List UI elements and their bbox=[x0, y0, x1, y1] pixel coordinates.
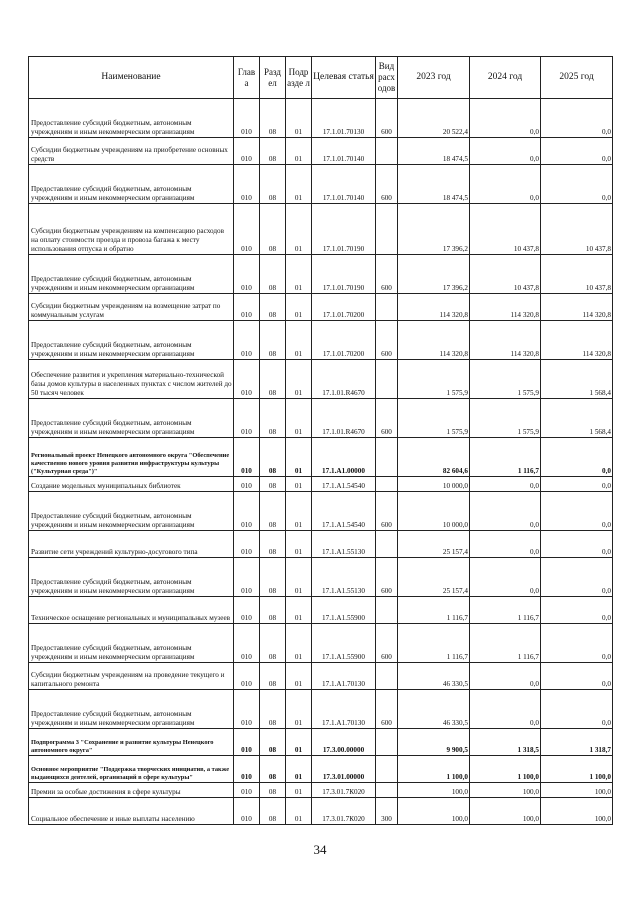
header-vid: Вид расх одов bbox=[376, 57, 398, 99]
row-podrazdel: 01 bbox=[286, 204, 312, 255]
table-row bbox=[29, 321, 613, 360]
row-vid bbox=[376, 597, 398, 624]
row-vid: 300 bbox=[376, 798, 398, 825]
header-podrazdel: Подр азде л bbox=[286, 57, 312, 99]
row-2023: 1 116,7 bbox=[398, 597, 470, 624]
row-name: Подпрограмма 3 "Сохранение и развитие культуры Ненецкого автономного округа" bbox=[29, 729, 234, 756]
row-glava: 010 bbox=[234, 756, 260, 783]
budget-table bbox=[28, 56, 613, 825]
row-podrazdel: 01 bbox=[286, 798, 312, 825]
row-target: 17.1.01.70190 bbox=[312, 255, 376, 294]
row-razdel: 08 bbox=[260, 729, 286, 756]
row-2024: 114 320,8 bbox=[470, 321, 541, 360]
row-2023: 100,0 bbox=[398, 783, 470, 798]
row-2024: 114 320,8 bbox=[470, 294, 541, 321]
row-razdel: 08 bbox=[260, 477, 286, 492]
row-2023: 1 100,0 bbox=[398, 756, 470, 783]
row-2025: 0,0 bbox=[541, 99, 613, 138]
row-2023: 25 157,4 bbox=[398, 531, 470, 558]
row-target: 17.1.A1.70130 bbox=[312, 663, 376, 690]
table-row bbox=[29, 438, 613, 477]
row-2024: 0,0 bbox=[470, 663, 541, 690]
row-vid: 600 bbox=[376, 99, 398, 138]
row-podrazdel: 01 bbox=[286, 438, 312, 477]
row-name: Обеспечение развития и укрепления материально-технической базы домов культуры в населенных пунктах с числом жителей до 50 тысяч человек bbox=[29, 360, 234, 399]
table-row bbox=[29, 99, 613, 138]
row-2024: 0,0 bbox=[470, 138, 541, 165]
row-name: Предоставление субсидий бюджетным, автономным учреждениям и иным некоммерческим организациям bbox=[29, 624, 234, 663]
row-2023: 10 000,0 bbox=[398, 477, 470, 492]
table-row bbox=[29, 558, 613, 597]
row-razdel: 08 bbox=[260, 438, 286, 477]
row-2024: 0,0 bbox=[470, 165, 541, 204]
row-glava: 010 bbox=[234, 531, 260, 558]
row-2024: 1 318,5 bbox=[470, 729, 541, 756]
header-target: Целевая статья bbox=[312, 57, 376, 99]
row-glava: 010 bbox=[234, 783, 260, 798]
row-podrazdel: 01 bbox=[286, 360, 312, 399]
row-2025: 100,0 bbox=[541, 783, 613, 798]
row-glava: 010 bbox=[234, 138, 260, 165]
table-row bbox=[29, 531, 613, 558]
row-2025: 0,0 bbox=[541, 624, 613, 663]
row-target: 17.1.A1.54540 bbox=[312, 477, 376, 492]
row-glava: 010 bbox=[234, 165, 260, 204]
row-podrazdel: 01 bbox=[286, 138, 312, 165]
table-row bbox=[29, 624, 613, 663]
row-2025: 114 320,8 bbox=[541, 321, 613, 360]
page-number: 34 bbox=[313, 842, 327, 857]
row-name: Предоставление субсидий бюджетным, автономным учреждениям и иным некоммерческим организациям bbox=[29, 492, 234, 531]
row-target: 17.3.01.7К020 bbox=[312, 783, 376, 798]
row-2024: 1 116,7 bbox=[470, 597, 541, 624]
row-name: Субсидии бюджетным учреждениям на приобретение основных средств bbox=[29, 138, 234, 165]
row-podrazdel: 01 bbox=[286, 492, 312, 531]
row-2024: 10 437,8 bbox=[470, 255, 541, 294]
row-razdel: 08 bbox=[260, 756, 286, 783]
row-razdel: 08 bbox=[260, 321, 286, 360]
table-row bbox=[29, 399, 613, 438]
header-name: Наименование bbox=[29, 57, 234, 99]
row-2025: 1 318,7 bbox=[541, 729, 613, 756]
row-target: 17.1.A1.55130 bbox=[312, 531, 376, 558]
row-2023: 114 320,8 bbox=[398, 294, 470, 321]
row-target: 17.1.01.70130 bbox=[312, 99, 376, 138]
row-razdel: 08 bbox=[260, 99, 286, 138]
row-2024: 1 100,0 bbox=[470, 756, 541, 783]
row-vid bbox=[376, 477, 398, 492]
row-vid bbox=[376, 294, 398, 321]
row-razdel: 08 bbox=[260, 597, 286, 624]
row-glava: 010 bbox=[234, 492, 260, 531]
row-name: Техническое оснащение региональных и муниципальных музеев bbox=[29, 597, 234, 624]
row-2023: 1 575,9 bbox=[398, 399, 470, 438]
row-vid bbox=[376, 531, 398, 558]
row-podrazdel: 01 bbox=[286, 558, 312, 597]
row-target: 17.1.01.70200 bbox=[312, 294, 376, 321]
row-vid bbox=[376, 729, 398, 756]
row-name: Премии за особые достижения в сфере культуры bbox=[29, 783, 234, 798]
row-razdel: 08 bbox=[260, 492, 286, 531]
row-2025: 1 100,0 bbox=[541, 756, 613, 783]
row-razdel: 08 bbox=[260, 558, 286, 597]
row-name: Региональный проект Ненецкого автономного округа "Обеспечение качественно нового уровня развития инфраструктуры культуры ("Культурная среда")" bbox=[29, 438, 234, 477]
row-2023: 1 116,7 bbox=[398, 624, 470, 663]
row-2025: 10 437,8 bbox=[541, 204, 613, 255]
row-2025: 100,0 bbox=[541, 798, 613, 825]
row-2025: 0,0 bbox=[541, 138, 613, 165]
row-name: Развитие сети учреждений культурно-досугового типа bbox=[29, 531, 234, 558]
row-2023: 46 330,5 bbox=[398, 663, 470, 690]
row-vid bbox=[376, 783, 398, 798]
row-razdel: 08 bbox=[260, 360, 286, 399]
row-glava: 010 bbox=[234, 255, 260, 294]
row-2025: 0,0 bbox=[541, 438, 613, 477]
row-target: 17.1.A1.55130 bbox=[312, 558, 376, 597]
row-target: 17.1.A1.55900 bbox=[312, 597, 376, 624]
row-target: 17.1.A1.55900 bbox=[312, 624, 376, 663]
row-name: Субсидии бюджетным учреждениям на компенсацию расходов на оплату стоимости проезда и провоза багажа к месту использования отпуска и обратно bbox=[29, 204, 234, 255]
row-2024: 0,0 bbox=[470, 477, 541, 492]
row-2025: 0,0 bbox=[541, 690, 613, 729]
row-podrazdel: 01 bbox=[286, 624, 312, 663]
row-glava: 010 bbox=[234, 438, 260, 477]
row-podrazdel: 01 bbox=[286, 321, 312, 360]
row-vid: 600 bbox=[376, 165, 398, 204]
table-row bbox=[29, 663, 613, 690]
header-razdel: Разд ел bbox=[260, 57, 286, 99]
row-vid bbox=[376, 204, 398, 255]
table-row bbox=[29, 783, 613, 798]
row-name: Субсидии бюджетным учреждениям на проведение текущего и капитального ремонта bbox=[29, 663, 234, 690]
row-name: Предоставление субсидий бюджетным, автономным учреждениям и иным некоммерческим организациям bbox=[29, 558, 234, 597]
row-2023: 25 157,4 bbox=[398, 558, 470, 597]
row-target: 17.1.A1.54540 bbox=[312, 492, 376, 531]
row-2025: 0,0 bbox=[541, 663, 613, 690]
row-razdel: 08 bbox=[260, 204, 286, 255]
row-vid: 600 bbox=[376, 690, 398, 729]
row-glava: 010 bbox=[234, 729, 260, 756]
row-2025: 1 568,4 bbox=[541, 360, 613, 399]
row-2023: 17 396,2 bbox=[398, 255, 470, 294]
row-vid: 600 bbox=[376, 399, 398, 438]
row-2024: 1 116,7 bbox=[470, 438, 541, 477]
row-vid: 600 bbox=[376, 558, 398, 597]
row-2024: 0,0 bbox=[470, 690, 541, 729]
row-2024: 1 116,7 bbox=[470, 624, 541, 663]
row-2024: 100,0 bbox=[470, 798, 541, 825]
table-row bbox=[29, 477, 613, 492]
row-2025: 10 437,8 bbox=[541, 255, 613, 294]
row-2023: 46 330,5 bbox=[398, 690, 470, 729]
row-2023: 100,0 bbox=[398, 798, 470, 825]
row-glava: 010 bbox=[234, 558, 260, 597]
row-2025: 0,0 bbox=[541, 558, 613, 597]
row-podrazdel: 01 bbox=[286, 294, 312, 321]
row-razdel: 08 bbox=[260, 255, 286, 294]
row-2023: 10 000,0 bbox=[398, 492, 470, 531]
row-razdel: 08 bbox=[260, 798, 286, 825]
row-podrazdel: 01 bbox=[286, 783, 312, 798]
row-target: 17.1.01.70200 bbox=[312, 321, 376, 360]
row-name: Предоставление субсидий бюджетным, автономным учреждениям и иным некоммерческим организациям bbox=[29, 165, 234, 204]
row-target: 17.1.01.R4670 bbox=[312, 399, 376, 438]
row-2024: 1 575,9 bbox=[470, 360, 541, 399]
row-name: Основное мероприятие "Поддержка творческих инициатив, а также выдающихся деятелей, организаций в сфере культуры" bbox=[29, 756, 234, 783]
row-target: 17.3.01.7К020 bbox=[312, 798, 376, 825]
header-glava: Глав а bbox=[234, 57, 260, 99]
row-2025: 0,0 bbox=[541, 531, 613, 558]
row-razdel: 08 bbox=[260, 165, 286, 204]
row-razdel: 08 bbox=[260, 663, 286, 690]
table-row bbox=[29, 360, 613, 399]
row-name: Социальное обеспечение и иные выплаты населению bbox=[29, 798, 234, 825]
row-2024: 0,0 bbox=[470, 531, 541, 558]
header-2024: 2024 год bbox=[470, 57, 541, 99]
table-row bbox=[29, 165, 613, 204]
row-glava: 010 bbox=[234, 204, 260, 255]
row-podrazdel: 01 bbox=[286, 399, 312, 438]
row-vid: 600 bbox=[376, 492, 398, 531]
header-2025: 2025 год bbox=[541, 57, 613, 99]
row-vid bbox=[376, 663, 398, 690]
table-row bbox=[29, 492, 613, 531]
row-target: 17.1.01.70140 bbox=[312, 138, 376, 165]
row-2023: 18 474,5 bbox=[398, 138, 470, 165]
row-2024: 100,0 bbox=[470, 783, 541, 798]
row-target: 17.3.00.00000 bbox=[312, 729, 376, 756]
row-2024: 10 437,8 bbox=[470, 204, 541, 255]
row-glava: 010 bbox=[234, 399, 260, 438]
row-target: 17.1.A1.70130 bbox=[312, 690, 376, 729]
row-name: Предоставление субсидий бюджетным, автономным учреждениям и иным некоммерческим организациям bbox=[29, 690, 234, 729]
row-podrazdel: 01 bbox=[286, 255, 312, 294]
row-2023: 114 320,8 bbox=[398, 321, 470, 360]
row-podrazdel: 01 bbox=[286, 99, 312, 138]
row-vid bbox=[376, 438, 398, 477]
row-glava: 010 bbox=[234, 321, 260, 360]
row-podrazdel: 01 bbox=[286, 690, 312, 729]
row-2025: 0,0 bbox=[541, 492, 613, 531]
row-2024: 0,0 bbox=[470, 558, 541, 597]
row-2025: 0,0 bbox=[541, 165, 613, 204]
row-razdel: 08 bbox=[260, 624, 286, 663]
row-2025: 114 320,8 bbox=[541, 294, 613, 321]
row-razdel: 08 bbox=[260, 783, 286, 798]
row-target: 17.1.01.70190 bbox=[312, 204, 376, 255]
row-glava: 010 bbox=[234, 624, 260, 663]
row-target: 17.1.01.70140 bbox=[312, 165, 376, 204]
row-target: 17.1.01.R4670 bbox=[312, 360, 376, 399]
row-2023: 82 604,6 bbox=[398, 438, 470, 477]
row-name: Создание модельных муниципальных библиотек bbox=[29, 477, 234, 492]
table-row bbox=[29, 729, 613, 756]
row-2024: 1 575,9 bbox=[470, 399, 541, 438]
row-name: Предоставление субсидий бюджетным, автономным учреждениям и иным некоммерческим организациям bbox=[29, 99, 234, 138]
row-glava: 010 bbox=[234, 690, 260, 729]
row-2024: 0,0 bbox=[470, 492, 541, 531]
row-glava: 010 bbox=[234, 477, 260, 492]
row-vid bbox=[376, 756, 398, 783]
table-row bbox=[29, 255, 613, 294]
row-vid bbox=[376, 138, 398, 165]
header-2023: 2023 год bbox=[398, 57, 470, 99]
row-2024: 0,0 bbox=[470, 99, 541, 138]
table-row bbox=[29, 204, 613, 255]
row-2023: 9 900,5 bbox=[398, 729, 470, 756]
row-name: Предоставление субсидий бюджетным, автономным учреждениям и иным некоммерческим организациям bbox=[29, 255, 234, 294]
row-glava: 010 bbox=[234, 597, 260, 624]
row-2023: 17 396,2 bbox=[398, 204, 470, 255]
row-podrazdel: 01 bbox=[286, 477, 312, 492]
row-2025: 0,0 bbox=[541, 477, 613, 492]
row-vid bbox=[376, 360, 398, 399]
table-row bbox=[29, 690, 613, 729]
row-razdel: 08 bbox=[260, 399, 286, 438]
row-target: 17.3.01.00000 bbox=[312, 756, 376, 783]
row-vid: 600 bbox=[376, 624, 398, 663]
row-2025: 0,0 bbox=[541, 597, 613, 624]
row-2023: 20 522,4 bbox=[398, 99, 470, 138]
table-row bbox=[29, 138, 613, 165]
table-row bbox=[29, 756, 613, 783]
row-podrazdel: 01 bbox=[286, 663, 312, 690]
row-vid: 600 bbox=[376, 321, 398, 360]
row-podrazdel: 01 bbox=[286, 729, 312, 756]
row-razdel: 08 bbox=[260, 294, 286, 321]
table-row bbox=[29, 798, 613, 825]
row-podrazdel: 01 bbox=[286, 531, 312, 558]
row-2023: 1 575,9 bbox=[398, 360, 470, 399]
row-glava: 010 bbox=[234, 663, 260, 690]
row-2025: 1 568,4 bbox=[541, 399, 613, 438]
table-header-row bbox=[29, 57, 613, 99]
row-glava: 010 bbox=[234, 99, 260, 138]
row-glava: 010 bbox=[234, 798, 260, 825]
row-glava: 010 bbox=[234, 294, 260, 321]
row-razdel: 08 bbox=[260, 531, 286, 558]
row-podrazdel: 01 bbox=[286, 165, 312, 204]
row-podrazdel: 01 bbox=[286, 756, 312, 783]
row-name: Предоставление субсидий бюджетным, автономным учреждениям и иным некоммерческим организациям bbox=[29, 399, 234, 438]
table-row bbox=[29, 294, 613, 321]
row-target: 17.1.A1.00000 bbox=[312, 438, 376, 477]
row-podrazdel: 01 bbox=[286, 597, 312, 624]
table-body bbox=[29, 99, 613, 825]
row-name: Предоставление субсидий бюджетным, автономным учреждениям и иным некоммерческим организациям bbox=[29, 321, 234, 360]
table-row bbox=[29, 597, 613, 624]
row-vid: 600 bbox=[376, 255, 398, 294]
row-razdel: 08 bbox=[260, 138, 286, 165]
row-razdel: 08 bbox=[260, 690, 286, 729]
row-2023: 18 474,5 bbox=[398, 165, 470, 204]
row-name: Субсидии бюджетным учреждениям на возмещение затрат по коммунальным услугам bbox=[29, 294, 234, 321]
row-glava: 010 bbox=[234, 360, 260, 399]
